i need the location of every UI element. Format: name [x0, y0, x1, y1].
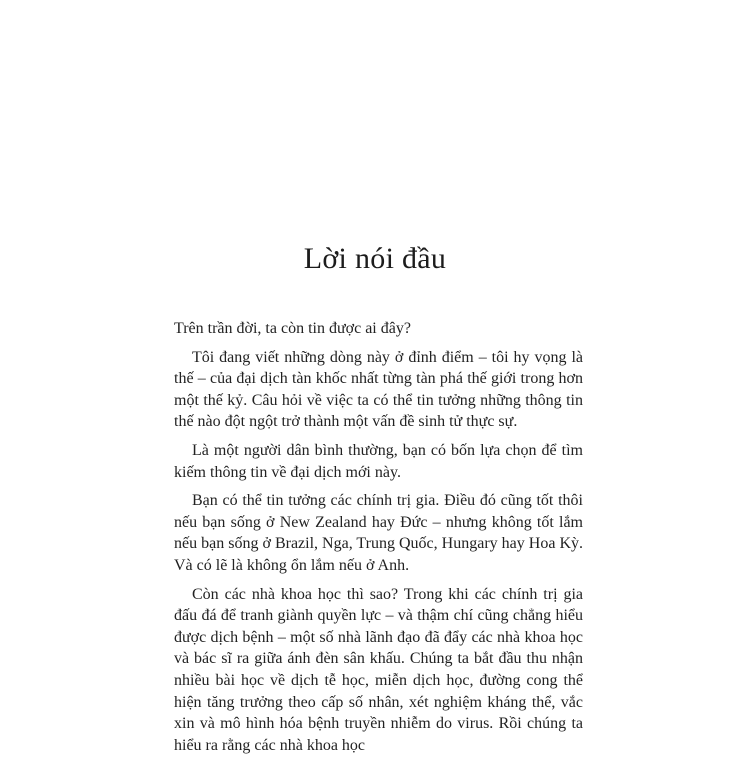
- preface-body: [174, 318, 583, 763]
- paragraph-4: Bạn có thể tin tưởng các chính trị gia. Điều đó cũng tốt thôi nếu bạn sống ở New Zealand hay Đức – nhưng không tốt lắm nếu bạn sống ở Brazil, Nga, Trung Quốc, Hungary hay Hoa Kỳ. Và có lẽ là không ổn lắm nếu ở Anh.: [174, 492, 583, 574]
- paragraph-2: Tôi đang viết những dòng này ở đỉnh điểm – tôi hy vọng là thế – của đại dịch tàn khốc nhất từng tàn phá thế giới trong hơn một thế kỷ. Câu hỏi về việc ta có thể tin tưởng những thông tin thế nào đột ngột trở thành một vấn đề sinh tử thực sự.: [174, 348, 583, 431]
- chapter-title: Lời nói đầu: [303, 242, 447, 276]
- paragraph-3: Là một người dân bình thường, bạn có bốn lựa chọn để tìm kiếm thông tin về đại dịch mới này.: [174, 441, 583, 481]
- paragraph-5: Còn các nhà khoa học thì sao? Trong khi các chính trị gia đấu đá để tranh giành quyền lực – và thậm chí cũng chẳng hiểu được dịch bệnh – một số nhà lãnh đạo đã đẩy các nhà khoa học và bác sĩ ra giữa ánh đèn sân khấu. Chúng ta bắt đầu thu nhận nhiều bài học về dịch tễ học, miễn dịch học, đường cong thể hiện tăng trưởng theo cấp số nhân, xét nghiệm kháng thể, vắc xin và mô hình hóa bệnh truyền nhiễm do virus. Rồi chúng ta hiểu ra rằng các nhà khoa học: [174, 585, 583, 754]
- paragraph-1: Trên trần đời, ta còn tin được ai đây?: [174, 320, 411, 337]
